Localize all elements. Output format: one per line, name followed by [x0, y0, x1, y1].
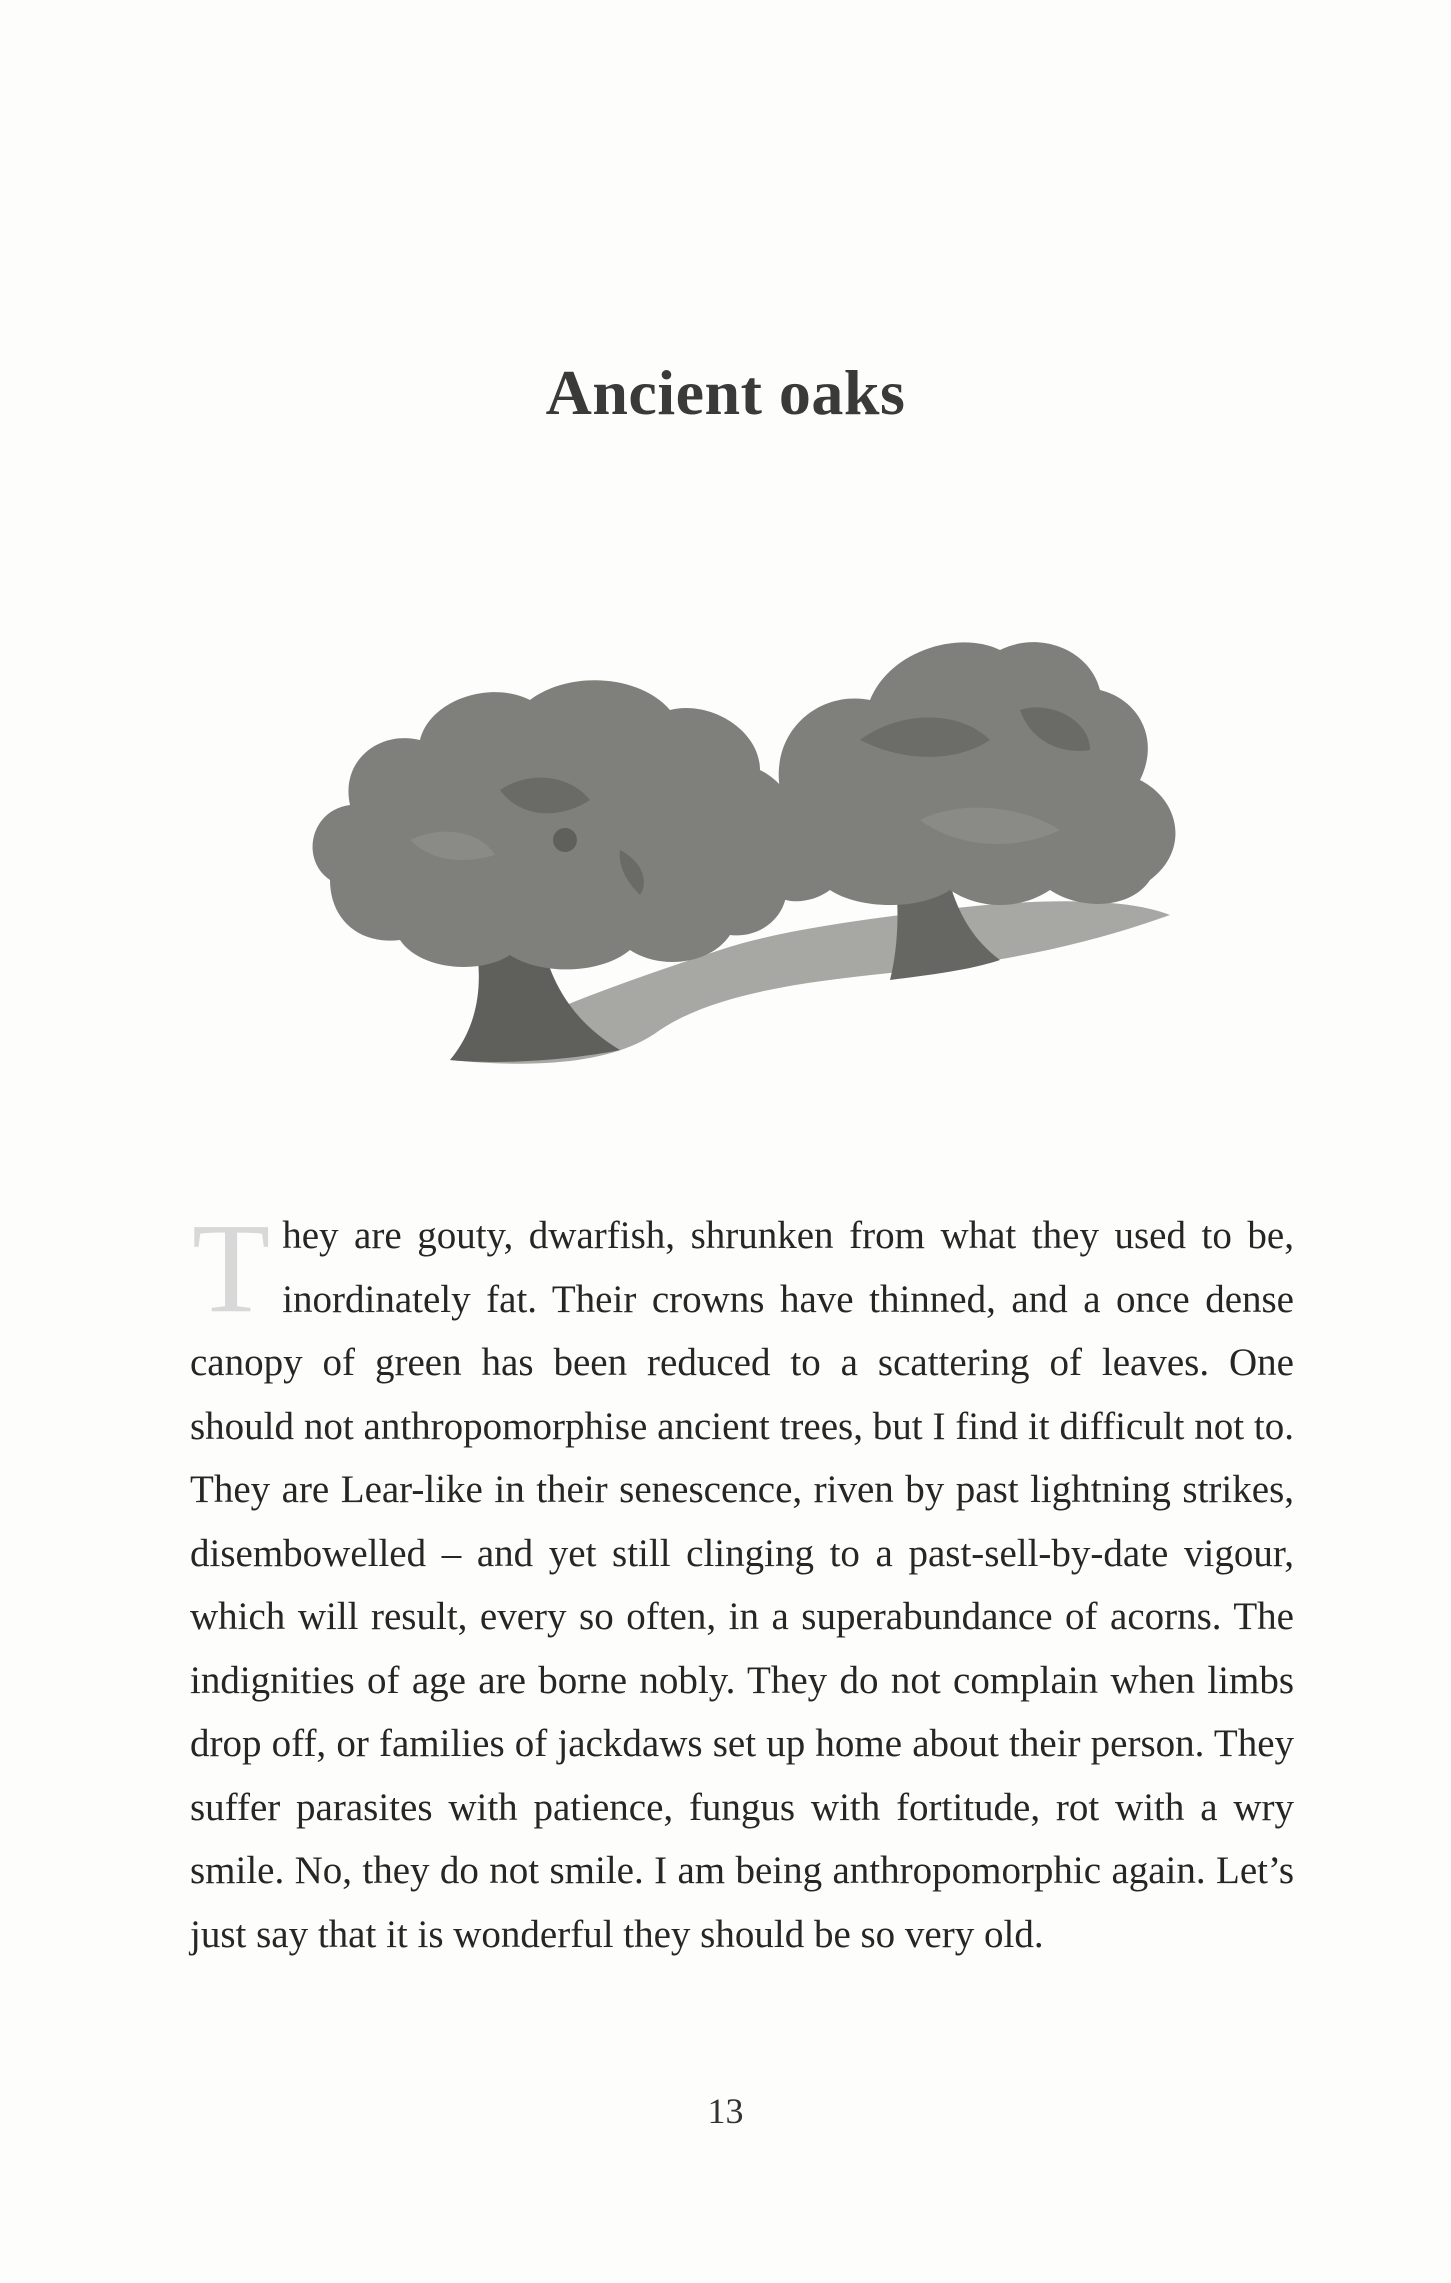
- chapter-title: Ancient oaks: [545, 357, 906, 428]
- drop-cap: T: [192, 1197, 271, 1339]
- body-paragraph-text: hey are gouty, dwarfish, shrunken from what they used to be, inordinately fat. Their crowns have thinned, and a once dense canopy of green has been reduced to a scattering of leaves. One should not anthropomorphise ancient trees, but I find it difficult not to. They are Lear-like in their senescence, riven by past lightning strikes, disembowelled – and yet still clinging to a past-sell-by-date vigour, which will result, every so often, in a superabundance of acorns. The indignities of age are borne nobly. They do not complain when limbs drop off, or families of jackdaws set up home about their person. They suffer parasites with patience, fungus with fortitude, rot with a wry smile. No, they do not smile. I am being anthropomorphic again. Let’s just say that it is wonderful they should be so very old.: [190, 1214, 1294, 1956]
- oak-trees-illustration: [300, 590, 1200, 1080]
- body-paragraph: [190, 1197, 1294, 1966]
- page-number: 13: [707, 2091, 744, 2131]
